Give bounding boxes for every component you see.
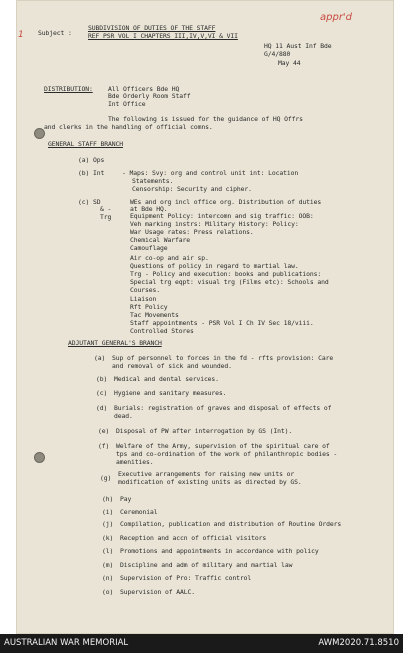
adjutant-general-heading: ADJUTANT GENERAL'S BRANCH	[68, 339, 162, 347]
ag-item-line: Welfare of the Army, supervision of the spiritual care of	[116, 442, 330, 450]
sd-line: Courses.	[130, 286, 160, 294]
punch-hole	[34, 452, 45, 463]
ag-item-label: (i)	[102, 508, 114, 516]
sd-line: Air co-op and air sp.	[130, 254, 209, 262]
ag-item-line: Compilation, publication and distribution of Routine Orders	[120, 520, 342, 528]
ag-item-line: dead.	[114, 412, 133, 420]
ag-item-label: (n)	[102, 574, 114, 582]
ag-item-label: (c)	[96, 389, 108, 397]
int-line: Censorship: Security and cipher.	[132, 185, 252, 193]
ag-item-line: amenities.	[116, 458, 154, 466]
ag-item-label: (e)	[98, 427, 110, 435]
distribution-label: DISTRIBUTION:	[44, 85, 93, 93]
int-line: - Maps: Svy: org and control unit int: Location	[122, 169, 299, 177]
subject-label: Subject :	[38, 29, 72, 37]
ag-item-label: (b)	[96, 375, 108, 383]
ag-item-label: (o)	[102, 588, 114, 596]
approval-mark: appr'd	[320, 12, 353, 23]
sd-line: Equipment Policy: intercomn and sig traffic: OOB:	[130, 212, 314, 220]
sd-line: Special trg eqpt: visual trg (Films etc): Schools and	[130, 278, 329, 286]
ag-item-line: Ceremonial	[120, 508, 158, 516]
ag-item-line: Discipline and adm of military and martial law	[120, 561, 293, 569]
hq-name: HQ 11 Aust Inf Bde	[264, 42, 332, 50]
distribution-line: Int Office	[108, 100, 146, 108]
ag-item-line: Disposal of PW after interrogation by GS (Int).	[116, 427, 293, 435]
intro-line: and clerks in the handling of official comns.	[44, 123, 213, 131]
sd-line: Liaison	[130, 295, 157, 303]
ag-item-label: (m)	[102, 561, 114, 569]
int-line: Statements.	[132, 177, 174, 185]
ag-item-label: (d)	[96, 404, 108, 412]
ag-item-line: and removal of sick and wounded.	[112, 362, 232, 370]
sd-line: WEs and org incl office org. Distribution of duties	[130, 198, 322, 206]
trg-label: Trg	[100, 213, 112, 221]
ag-item-line: Promotions and appointments in accordance with policy	[120, 547, 319, 555]
archive-footer	[0, 634, 403, 653]
ag-item-line: Pay	[120, 495, 132, 503]
sd-line: Veh marking instrs: Military History: Policy:	[130, 220, 299, 228]
sd-line: Chemical Warfare	[130, 236, 190, 244]
ag-item-label: (a)	[94, 354, 106, 362]
subject-line-2: REF PSR VOL I CHAPTERS III,IV,V,VI & VII	[88, 32, 238, 40]
ag-item-line: Reception and accn of official visitors	[120, 534, 267, 542]
distribution-line: Bde Orderly Room Staff	[108, 92, 191, 100]
sd-label: (c) SD	[78, 198, 101, 206]
corner-mark: 1	[18, 30, 24, 40]
sd-line: Controlled Stores	[130, 327, 194, 335]
ag-item-label: (l)	[102, 547, 114, 555]
ag-item-line: modification of existing units as directed by GS.	[118, 478, 302, 486]
ag-item-line: Sup of personnel to forces in the fd - rfts provision: Care	[112, 354, 334, 362]
intro-line: The following is issued for the guidance of HQ Offrs	[108, 115, 303, 123]
ag-item-label: (k)	[102, 534, 114, 542]
sd-line: Staff appointments - PSR Vol I Ch IV Sec 18/viii.	[130, 319, 314, 327]
document-date: May 44	[278, 59, 301, 67]
ag-item-label: (j)	[102, 520, 114, 528]
ag-item-label: (g)	[100, 474, 112, 482]
sd-line: at Bde HQ.	[130, 205, 168, 213]
document-page	[16, 0, 394, 634]
sd-line: Questions of policy in regard to martial law.	[130, 262, 299, 270]
file-reference: G/4/880	[264, 50, 291, 58]
sd-line: Trg - Policy and execution: books and publications:	[130, 270, 322, 278]
ag-item-label: (h)	[102, 495, 114, 503]
ag-item-label: (f)	[98, 442, 110, 450]
ag-item-line: Hygiene and sanitary measures.	[114, 389, 227, 397]
ag-item-line: Medical and dental services.	[114, 375, 219, 383]
sd-line: Tac Movements	[130, 311, 179, 319]
trg-connector: & -	[100, 205, 112, 213]
ag-item-line: Supervision of Pro: Traffic control	[120, 574, 252, 582]
distribution-line: All Officers Bde HQ	[108, 85, 180, 93]
footer-accession-number: AWM2020.71.8510	[318, 638, 399, 648]
ag-item-line: Supervision of AALC.	[120, 588, 195, 596]
int-label: (b) Int	[78, 169, 105, 177]
ops-item: (a) Ops	[78, 156, 105, 164]
general-staff-heading: GENERAL STAFF BRANCH	[48, 140, 123, 148]
sd-line: War Usage rates: Press relations.	[130, 228, 254, 236]
sd-line: Rft Policy	[130, 303, 168, 311]
footer-institution: AUSTRALIAN WAR MEMORIAL	[4, 638, 129, 648]
ag-item-line: Burials: registration of graves and disposal of effects of	[114, 404, 332, 412]
ag-item-line: Executive arrangements for raising new units or	[118, 470, 295, 478]
sd-line: Camouflage	[130, 244, 168, 252]
ag-item-line: tps and co-ordination of the work of philanthropic bodies -	[116, 450, 338, 458]
subject-line-1: SUBDIVISION OF DUTIES OF THE STAFF	[88, 24, 216, 32]
